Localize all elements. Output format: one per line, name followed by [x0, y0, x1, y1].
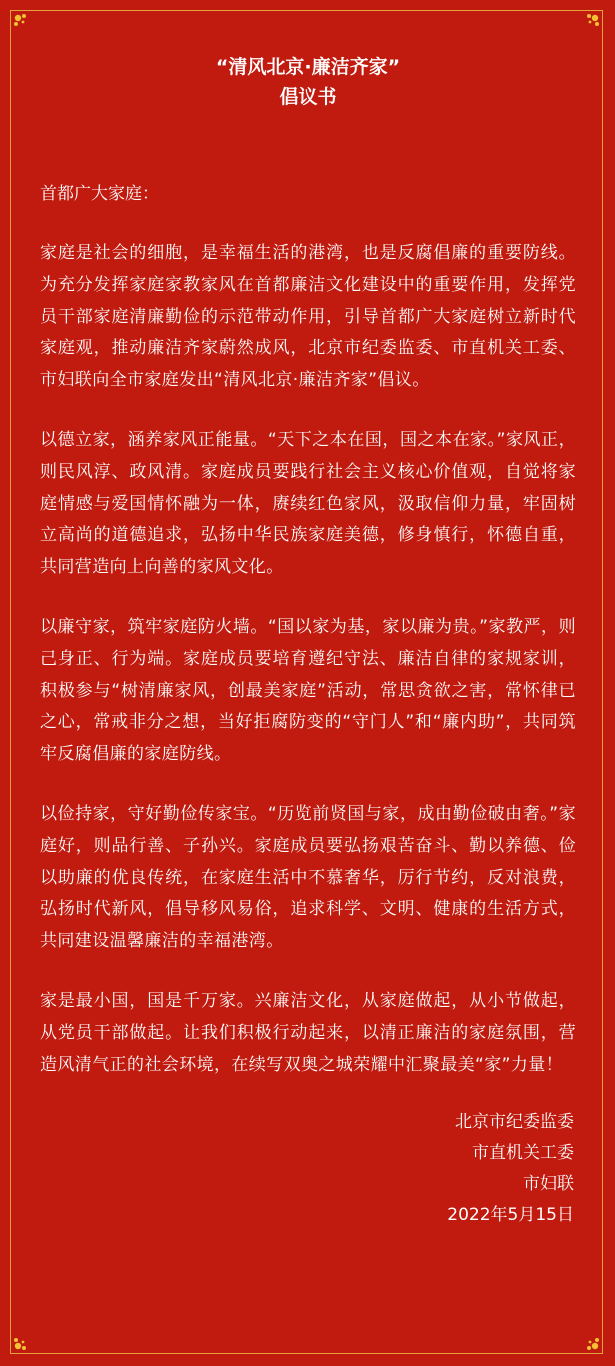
- title-line-2: 倡议书: [279, 86, 337, 108]
- signature-date: 2022年5月15日: [447, 1205, 574, 1226]
- title-line-1: “清风北京·廉洁齐家”: [215, 56, 401, 78]
- corner-flower-icon: [11, 11, 33, 33]
- paragraph-frugality: 以俭持家，守好勤俭传家宝。“历览前贤国与家，成由勤俭破由奢。”家庭好，则品行善、子孙兴。家庭成员要弘扬艰苦奋斗、勤以养德、俭以助廉的优良传统，在家庭生活中不慕奢华，厉行节约，反对浪费，弘扬时代新风，倡导移风易俗，追求科学、文明、健康的生活方式，共同建设温馨廉洁的幸福港湾。: [40, 803, 576, 952]
- signature-org-2: 市直机关工委: [472, 1143, 574, 1164]
- signature-org-3: 市妇联: [523, 1174, 574, 1195]
- page-title: [40, 52, 576, 112]
- paragraph-intro: 家庭是社会的细胞，是幸福生活的港湾，也是反腐倡廉的重要防线。为充分发挥家庭家教家风在首都廉洁文化建设中的重要作用，发挥党员干部家庭清廉勤俭的示范带动作用，引导首都广大家庭树立新时代家庭观，推动廉洁齐家蔚然成风，北京市纪委监委、市直机关工委、市妇联向全市家庭发出“清风北京·廉洁齐家”倡议。: [40, 243, 576, 391]
- paragraph-closing: 家是最小国，国是千万家。兴廉洁文化，从家庭做起，从小节做起，从党员干部做起。让我们积极行动起来，以清正廉洁的家庭氛围，营造风清气正的社会环境，在续写双奥之城荣耀中汇聚最美“家”力量！: [40, 990, 576, 1075]
- signature-block: [40, 1107, 576, 1231]
- greeting: 首都广大家庭：: [40, 184, 159, 204]
- paragraph-virtue: 以德立家，涵养家风正能量。“天下之本在国，国之本在家。”家风正，则民风淳、政风清。家庭成员要践行社会主义核心价值观，自觉将家庭情感与爱国情怀融为一体，赓续红色家风，汲取信仰力量，牢固树立高尚的道德追求，弘扬中华民族家庭美德，修身慎行，怀德自重，共同营造向上向善的家风文化。: [40, 429, 576, 578]
- signature-org-1: 北京市纪委监委: [455, 1112, 574, 1133]
- corner-flower-icon: [11, 1331, 33, 1353]
- corner-flower-icon: [580, 1331, 602, 1353]
- letter-content: [40, 52, 576, 1231]
- corner-flower-icon: [580, 11, 602, 33]
- paragraph-integrity: 以廉守家，筑牢家庭防火墙。“国以家为基，家以廉为贵。”家教严，则己身正、行为端。家庭成员要培育遵纪守法、廉洁自律的家规家训，积极参与“树清廉家风，创最美家庭”活动，常思贪欲之害，常怀律已之心，常戒非分之想，当好拒腐防变的“守门人”和“廉内助”，共同筑牢反腐倡廉的家庭防线。: [40, 616, 576, 765]
